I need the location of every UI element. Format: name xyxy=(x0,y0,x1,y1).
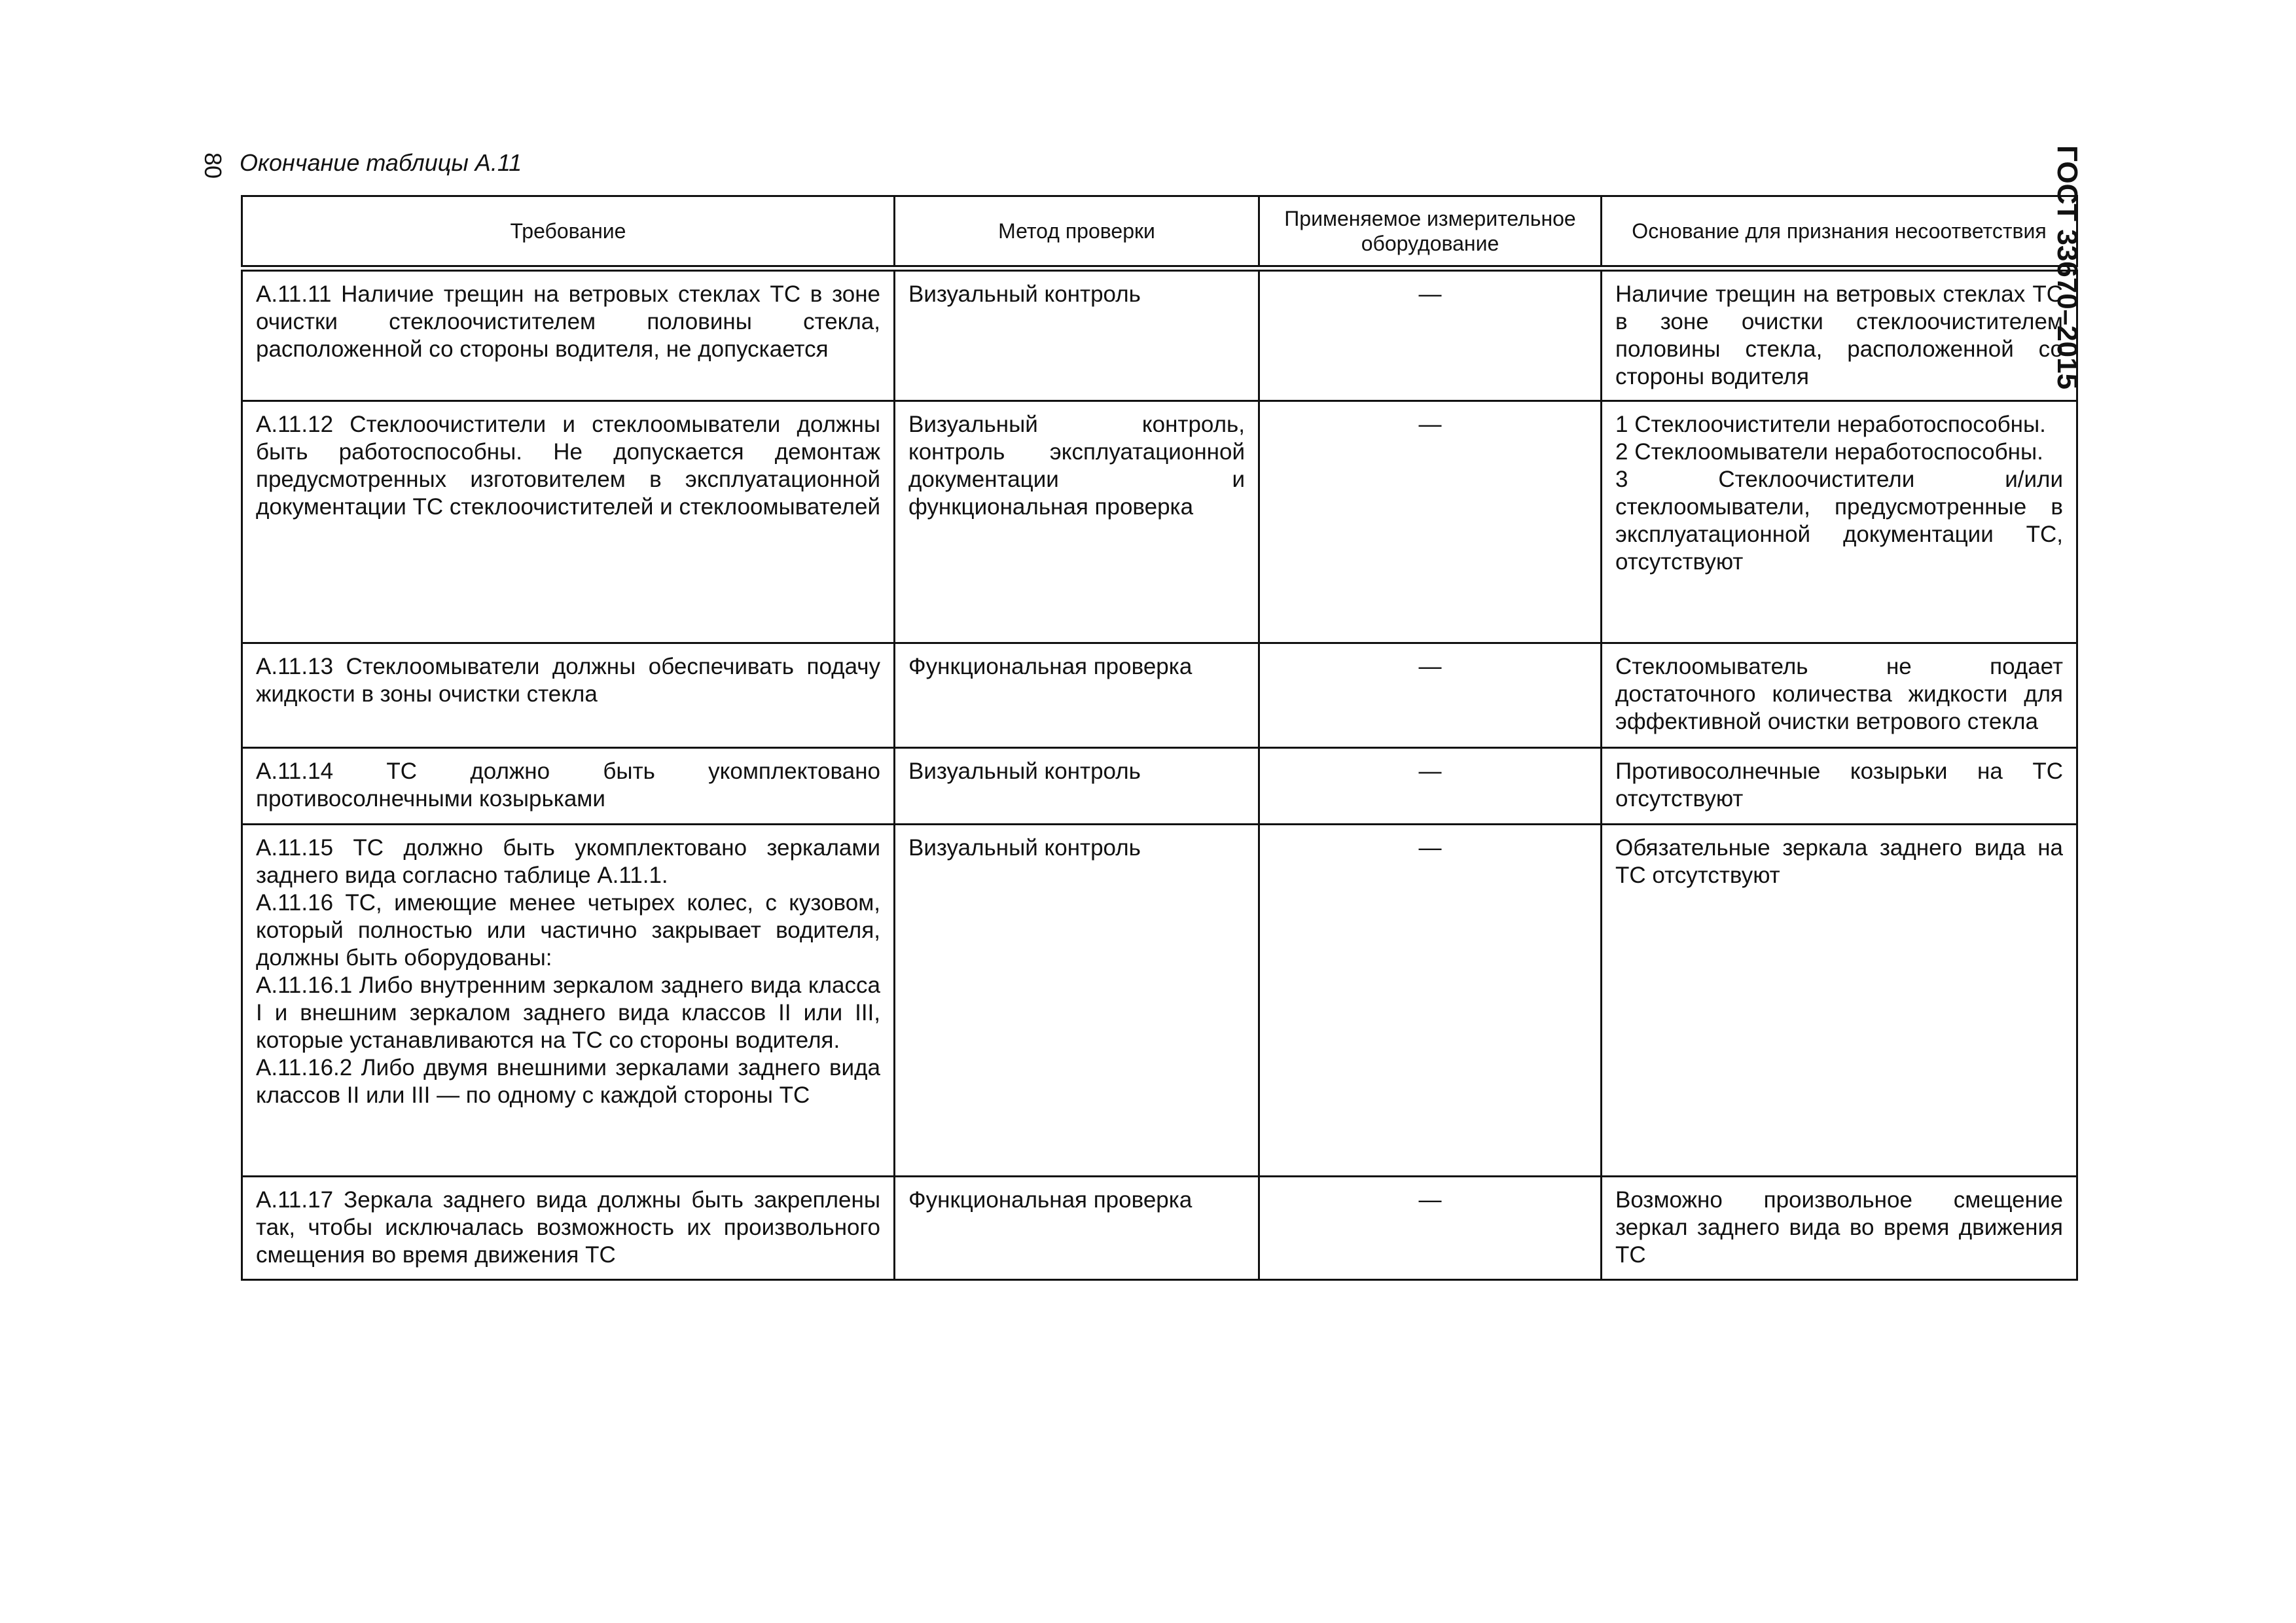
basis-cell xyxy=(1602,824,2077,1176)
requirement-text: А.11.15 ТС должно быть укомплектовано зеркалами заднего вида согласно таблице А.11.1. xyxy=(256,834,880,888)
requirement-cell xyxy=(242,268,895,401)
page-number: 80 xyxy=(200,152,226,179)
requirement-text: А.11.17 Зеркала заднего вида должны быть закреплены так, чтобы исключалась возможность их произвольного смещения во время движения ТС xyxy=(256,1186,880,1268)
table-row xyxy=(242,824,2077,1176)
table-caption: Окончание таблицы А.11 xyxy=(240,149,522,176)
basis-cell xyxy=(1602,401,2077,643)
table-row xyxy=(242,643,2077,747)
requirement-text: А.11.16.1 Либо внутренним зеркалом заднего вида класса I и внешним зеркалом заднего вида классов II или III, которые устанавливаются на ТС со стороны водителя. xyxy=(256,972,880,1053)
requirement-cell xyxy=(242,643,895,747)
basis-cell xyxy=(1602,1176,2077,1279)
basis-text: 2 Стеклоомыватели неработоспособны. xyxy=(1615,438,2043,465)
method-cell: Визуальный контроль xyxy=(895,747,1259,824)
basis-text: 3 Стеклоочистители и/или стеклоомыватели, предусмотренные в эксплуатационной документации ТС, отсутствуют xyxy=(1615,466,2063,575)
requirement-text: А.11.16 ТС, имеющие менее четырех колес, с кузовом, который полностью или частично закрывает водителя, должны быть оборудованы: xyxy=(256,889,880,971)
header-basis: Основание для признания несоответствия xyxy=(1602,196,2077,269)
requirement-cell xyxy=(242,1176,895,1279)
requirement-text: А.11.14 ТС должно быть укомплектовано противосолнечными козырьками xyxy=(256,758,880,812)
equipment-cell: — xyxy=(1259,824,1602,1176)
table-row xyxy=(242,747,2077,824)
requirement-text: А.11.16.2 Либо двумя внешними зеркалами заднего вида классов II или III — по одному с каждой стороны ТС xyxy=(256,1054,880,1108)
basis-text: Возможно произвольное смещение зеркал заднего вида во время движения ТС xyxy=(1615,1186,2063,1268)
equipment-cell: — xyxy=(1259,643,1602,747)
basis-cell xyxy=(1602,268,2077,401)
method-cell: Визуальный контроль, контроль эксплуатационной документации и функциональная проверка xyxy=(895,401,1259,643)
header-equipment: Применяемое измерительное оборудование xyxy=(1259,196,1602,269)
requirement-text: А.11.11 Наличие трещин на ветровых стеклах ТС в зоне очистки стеклоочистителем половины стекла, расположенной со стороны водителя, не допускается xyxy=(256,281,880,362)
equipment-cell: — xyxy=(1259,747,1602,824)
table-row xyxy=(242,268,2077,401)
basis-text: Обязательные зеркала заднего вида на ТС отсутствуют xyxy=(1615,834,2063,888)
requirement-cell xyxy=(242,401,895,643)
header-method: Метод проверки xyxy=(895,196,1259,269)
equipment-cell: — xyxy=(1259,401,1602,643)
table-row xyxy=(242,1176,2077,1279)
table-row xyxy=(242,401,2077,643)
basis-cell xyxy=(1602,747,2077,824)
method-cell: Функциональная проверка xyxy=(895,1176,1259,1279)
equipment-cell: — xyxy=(1259,268,1602,401)
requirement-cell xyxy=(242,824,895,1176)
method-cell: Визуальный контроль xyxy=(895,824,1259,1176)
header-requirement: Требование xyxy=(242,196,895,269)
method-cell: Визуальный контроль xyxy=(895,268,1259,401)
table-header-row xyxy=(242,196,2077,269)
requirement-text: А.11.12 Стеклоочистители и стеклоомыватели должны быть работоспособны. Не допускается демонтаж предусмотренных изготовителем в эксплуатационной документации ТС стеклоочистителей и стеклоомывателей xyxy=(256,411,880,520)
basis-text: Противосолнечные козырьки на ТС отсутствуют xyxy=(1615,758,2063,812)
requirement-text: А.11.13 Стеклоомыватели должны обеспечивать подачу жидкости в зоны очистки стекла xyxy=(256,653,880,707)
equipment-cell: — xyxy=(1259,1176,1602,1279)
standard-designation: ГОСТ 33670–2015 xyxy=(2051,145,2083,390)
requirements-table xyxy=(241,195,2078,1281)
method-cell: Функциональная проверка xyxy=(895,643,1259,747)
basis-text: 1 Стеклоочистители неработоспособны. xyxy=(1615,411,2046,437)
basis-text: Наличие трещин на ветровых стеклах ТС в зоне очистки стеклоочистителем половины стекла, расположенной со стороны водителя xyxy=(1615,281,2063,389)
basis-text: Стеклоомыватель не подает достаточного количества жидкости для эффективной очистки ветрового стекла xyxy=(1615,653,2063,734)
requirement-cell xyxy=(242,747,895,824)
basis-cell xyxy=(1602,643,2077,747)
